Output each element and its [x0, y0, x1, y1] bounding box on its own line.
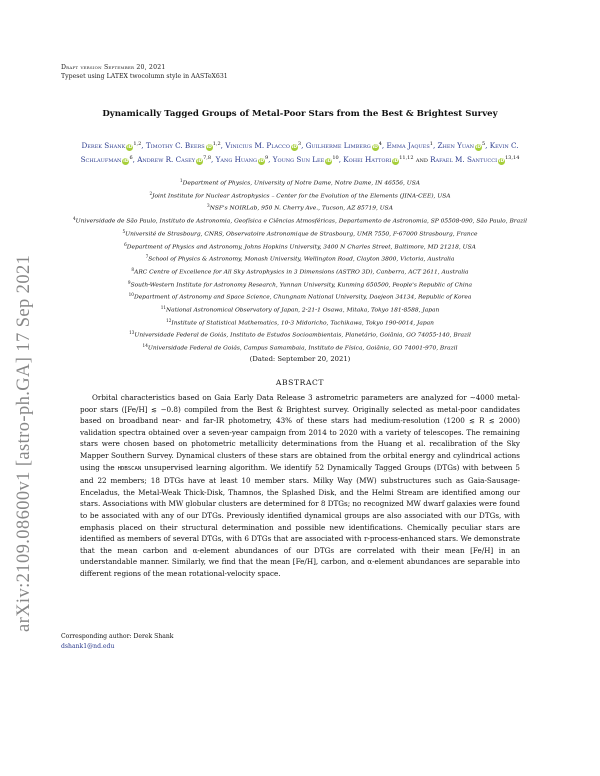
preprint-header — [61, 63, 228, 81]
author-list: Derek Shank iD$^{1,2}$, Timothy C. Beers iD$^{1,2}$, Vinicius M. Placco $iD^3$, Guilherme Limberg $iD^4$, Emma Jaques$^1$, Zhen Yuan $iD^5$, Kevin C. Schlaufman $iD^6$, Andrew R. Casey iD$^{7,8}$, Yang Huang $iD^9$, Young Sun Lee $iD^{10}$, Kohei Hattori iD$^{11,12}$ and Rafael M. Santucci iD$^{13,14}$ — [80, 141, 520, 164]
author-entry — [430, 155, 519, 164]
orcid-icon[interactable]: iD — [326, 159, 332, 164]
affiliation-number: 6 — [124, 241, 127, 247]
author-name[interactable]: Yang Huang — [215, 155, 257, 164]
orcid-icon[interactable]: iD — [258, 159, 265, 164]
affiliation-text: ARC Centre of Excellence for All Sky Astrophysics in 3 Dimensions (ASTRO 3D), Canberra, ACT 2611, Australia — [134, 269, 469, 276]
affiliation-text: Department of Astronomy and Space Science, Chungnam National University, Daejeon 34134, Republic of Korea — [133, 294, 472, 301]
author-entry — [306, 141, 382, 150]
author-name[interactable]: Timothy C. Beers — [145, 141, 205, 150]
arxiv-identifier[interactable]: arXiv:2109.08600v1 [astro-ph.GA] 17 Sep 2021 — [14, 254, 34, 632]
affiliation-number: 12 — [166, 317, 172, 323]
affiliation-item — [40, 201, 560, 214]
affiliation-text: Universidade Federal de Goiás, Instituto de Estudos Socioambientais, Planetário, Goiânia, GO 74055-140, Brazil — [134, 332, 471, 339]
affiliation-number: 10 — [128, 292, 134, 298]
affiliation-text: Institute of Statistical Mathematics, 10-3 Midoricho, Tachikawa, Tokyo 190-0014, Japan — [171, 320, 434, 327]
author-entry — [386, 141, 432, 150]
orcid-icon[interactable]: iD — [475, 145, 482, 150]
abstract-text-part1: Orbital characteristics based on Gaia Early Data Release 3 astrometric parameters are analyzed for ∼4000 metal-poor stars ([Fe/H] ≲ −0.8) compiled from the Best & Brightest survey. Originally selected as metal-poor candidates based on broadband near- and far-IR photometry, 43% of these stars had medium-resolution (1200 ≲ R ≲ 2000) validation spectra obtained over a seven-year campaign from 2014 to 2020 with a variety of telescopes. The remaining stars were chosen based on photometric metallicity determinations from the Huang et al. recalibration of the Sky Mapper Southern Survey. Dynamical clusters of these stars are obtained from the orbital energy and cylindrical actions using the — [80, 393, 520, 472]
corresponding-author — [61, 632, 174, 651]
affiliation-number: 7 — [145, 254, 149, 260]
affiliation-item — [40, 176, 560, 189]
author-affiliation-marker: 6 — [129, 155, 133, 161]
orcid-icon[interactable]: iD — [127, 145, 133, 150]
orcid-icon[interactable]: iD — [393, 159, 399, 164]
orcid-icon[interactable]: iD — [291, 145, 298, 150]
affiliation-number: 13 — [129, 330, 135, 336]
author-affiliation-marker: 1 — [429, 141, 433, 147]
affiliation-item — [40, 189, 560, 202]
affiliation-number: 5 — [122, 228, 126, 234]
author-affiliation-marker: 1,2 — [133, 141, 142, 147]
affiliation-number: 3 — [207, 203, 210, 209]
author-name[interactable]: Guilherme Limberg — [305, 141, 371, 150]
orcid-icon[interactable]: iD — [206, 145, 212, 150]
author-affiliation-marker: 3 — [297, 141, 302, 147]
affiliation-number: 8 — [131, 266, 135, 272]
orcid-icon[interactable]: iD — [498, 159, 505, 164]
paper-title: Dynamically Tagged Groups of Metal-Poor Stars from the Best & Brightest Survey — [102, 109, 498, 119]
typeset-line: Typeset using LATEX twocolumn style in AASTeX631 — [61, 73, 228, 80]
affiliation-text: Universidade Federal de Goiás, Campus Samambaia, Instituto de Física, Goiânia, GO 74001-970, Brazil — [147, 345, 458, 352]
affiliation-text: Joint Institute for Nuclear Astrophysics – Center for the Evolution of the Elements (JINA-CEE), USA — [152, 193, 451, 200]
draft-version-line: Draft version September 20, 2021 — [61, 64, 166, 71]
author-entry — [438, 141, 486, 150]
author-name[interactable]: Emma Jaques — [386, 141, 430, 150]
affiliation-number: 4 — [72, 216, 76, 222]
author-name[interactable]: Vinicius M. Placco — [225, 141, 290, 150]
affiliation-number: 1 — [179, 178, 183, 183]
affiliation-number: 2 — [149, 190, 153, 196]
author-name[interactable]: Kevin C. Schlaufman — [80, 141, 519, 164]
affiliation-item — [40, 290, 560, 303]
author-affiliation-marker: 4 — [378, 141, 382, 147]
author-name[interactable]: Rafael M. Santucci — [430, 155, 498, 164]
affiliation-item — [40, 341, 560, 354]
author-entry — [273, 155, 339, 164]
affiliation-text: School of Physics & Astronomy, Monash University, Wellington Road, Clayton 3800, Victoria, Australia — [148, 256, 455, 263]
dated-line: (Dated: September 20, 2021) — [249, 355, 351, 363]
affiliation-number: 14 — [142, 343, 148, 349]
author-affiliation-marker: 7,8 — [203, 155, 212, 161]
author-name[interactable]: Andrew R. Casey — [137, 155, 196, 164]
affiliation-item — [40, 265, 560, 278]
affiliation-text: NSF's NOIRLab, 950 N. Cherry Ave., Tucson, AZ 85719, USA — [209, 205, 393, 212]
affiliation-text: Department of Physics, University of Notre Dame, Notre Dame, IN 46556, USA — [182, 180, 421, 187]
author-affiliation-marker: 13,14 — [505, 155, 520, 161]
abstract-code-term: HDBSCAN — [117, 465, 142, 472]
author-entry — [146, 141, 221, 150]
affiliation-item — [40, 240, 560, 253]
abstract-body — [80, 392, 520, 580]
author-name[interactable]: Kohei Hattori — [343, 155, 392, 164]
author-name[interactable]: Young Sun Lee — [272, 155, 325, 164]
affiliation-item — [40, 214, 560, 227]
affiliation-item — [40, 303, 560, 316]
author-entry — [216, 155, 269, 164]
affiliation-item — [40, 278, 560, 291]
affiliation-text: Department of Physics and Astronomy, Johns Hopkins University, 3400 N Charles Street, Baltimore, MD 21218, USA — [126, 244, 476, 251]
affiliation-item — [40, 252, 560, 265]
corresponding-author-email[interactable]: dshank1@nd.edu — [61, 642, 115, 650]
author-affiliation-marker: 10 — [332, 155, 339, 161]
affiliation-list — [40, 176, 560, 354]
affiliation-item — [40, 328, 560, 341]
author-entry — [225, 141, 301, 150]
author-entry — [137, 155, 211, 164]
affiliation-text: Université de Strasbourg, CNRS, Observatoire Astronomique de Strasbourg, UMR 7550, F-67000 Strasbourg, France — [125, 231, 478, 238]
orcid-icon[interactable]: iD — [372, 145, 378, 150]
author-name[interactable]: Derek Shank — [81, 141, 126, 150]
affiliation-number: 11 — [160, 305, 167, 311]
author-entry — [81, 141, 141, 150]
author-entry — [343, 155, 413, 164]
abstract-heading: ABSTRACT — [275, 378, 325, 387]
authors-and: and — [413, 155, 431, 164]
affiliation-number: 9 — [127, 279, 131, 285]
author-affiliation-marker: 5 — [481, 141, 486, 147]
affiliation-text: Universidade de São Paulo, Instituto de Astronomia, Geofísica e Ciências Atmosféricas, Departamento de Astronomia, SP 05508-090, São Paulo, Brazil — [75, 218, 528, 225]
author-affiliation-marker: 1,2 — [212, 141, 221, 147]
author-affiliation-marker: 9 — [264, 155, 269, 161]
orcid-icon[interactable]: iD — [196, 159, 203, 164]
abstract-text-part2: unsupervised learning algorithm. We identify 52 Dynamically Tagged Groups (DTGs) with between 5 and 22 members; 18 DTGs have at least 10 member stars. Milky Way (MW) substructures such as Gaia-Sausage-Enceladus, the Metal-Weak Thick-Disk, Thamnos, the Splashed Disk, and the Helmi Stream are identified among our stars. Associations with MW globular clusters are determined for 8 DTGs; no recognized MW dwarf galaxies were found to be associated with any of our DTGs. Previously identified dynamical groups are also associated with our DTGs, with emphasis placed on their structural determination and possible new identifications. Chemically peculiar stars are identified as members of several DTGs, with 6 DTGs that are associated with r-process-enhanced stars. We demonstrate that the mean carbon and α-element abundances of our DTGs are correlated with their mean [Fe/H] in an understandable manner. Similarly, we find that the mean [Fe/H], carbon, and α-element abundances are separable into different regions of the mean rotational-velocity space. — [80, 462, 520, 578]
author-affiliation-marker: 11,12 — [399, 155, 414, 161]
affiliation-text: South-Western Institute for Astronomy Research, Yunnan University, Kunming 650500, People's Republic of China — [130, 282, 473, 289]
affiliation-item — [40, 316, 560, 329]
corresponding-author-label: Corresponding author: Derek Shank — [61, 633, 174, 640]
orcid-icon[interactable]: iD — [123, 159, 129, 164]
affiliation-item — [40, 227, 560, 240]
affiliation-text: National Astronomical Observatory of Japan, 2-21-1 Osawa, Mitaka, Tokyo 181-8588, Japan — [166, 307, 440, 314]
author-name[interactable]: Zhen Yuan — [437, 141, 474, 150]
